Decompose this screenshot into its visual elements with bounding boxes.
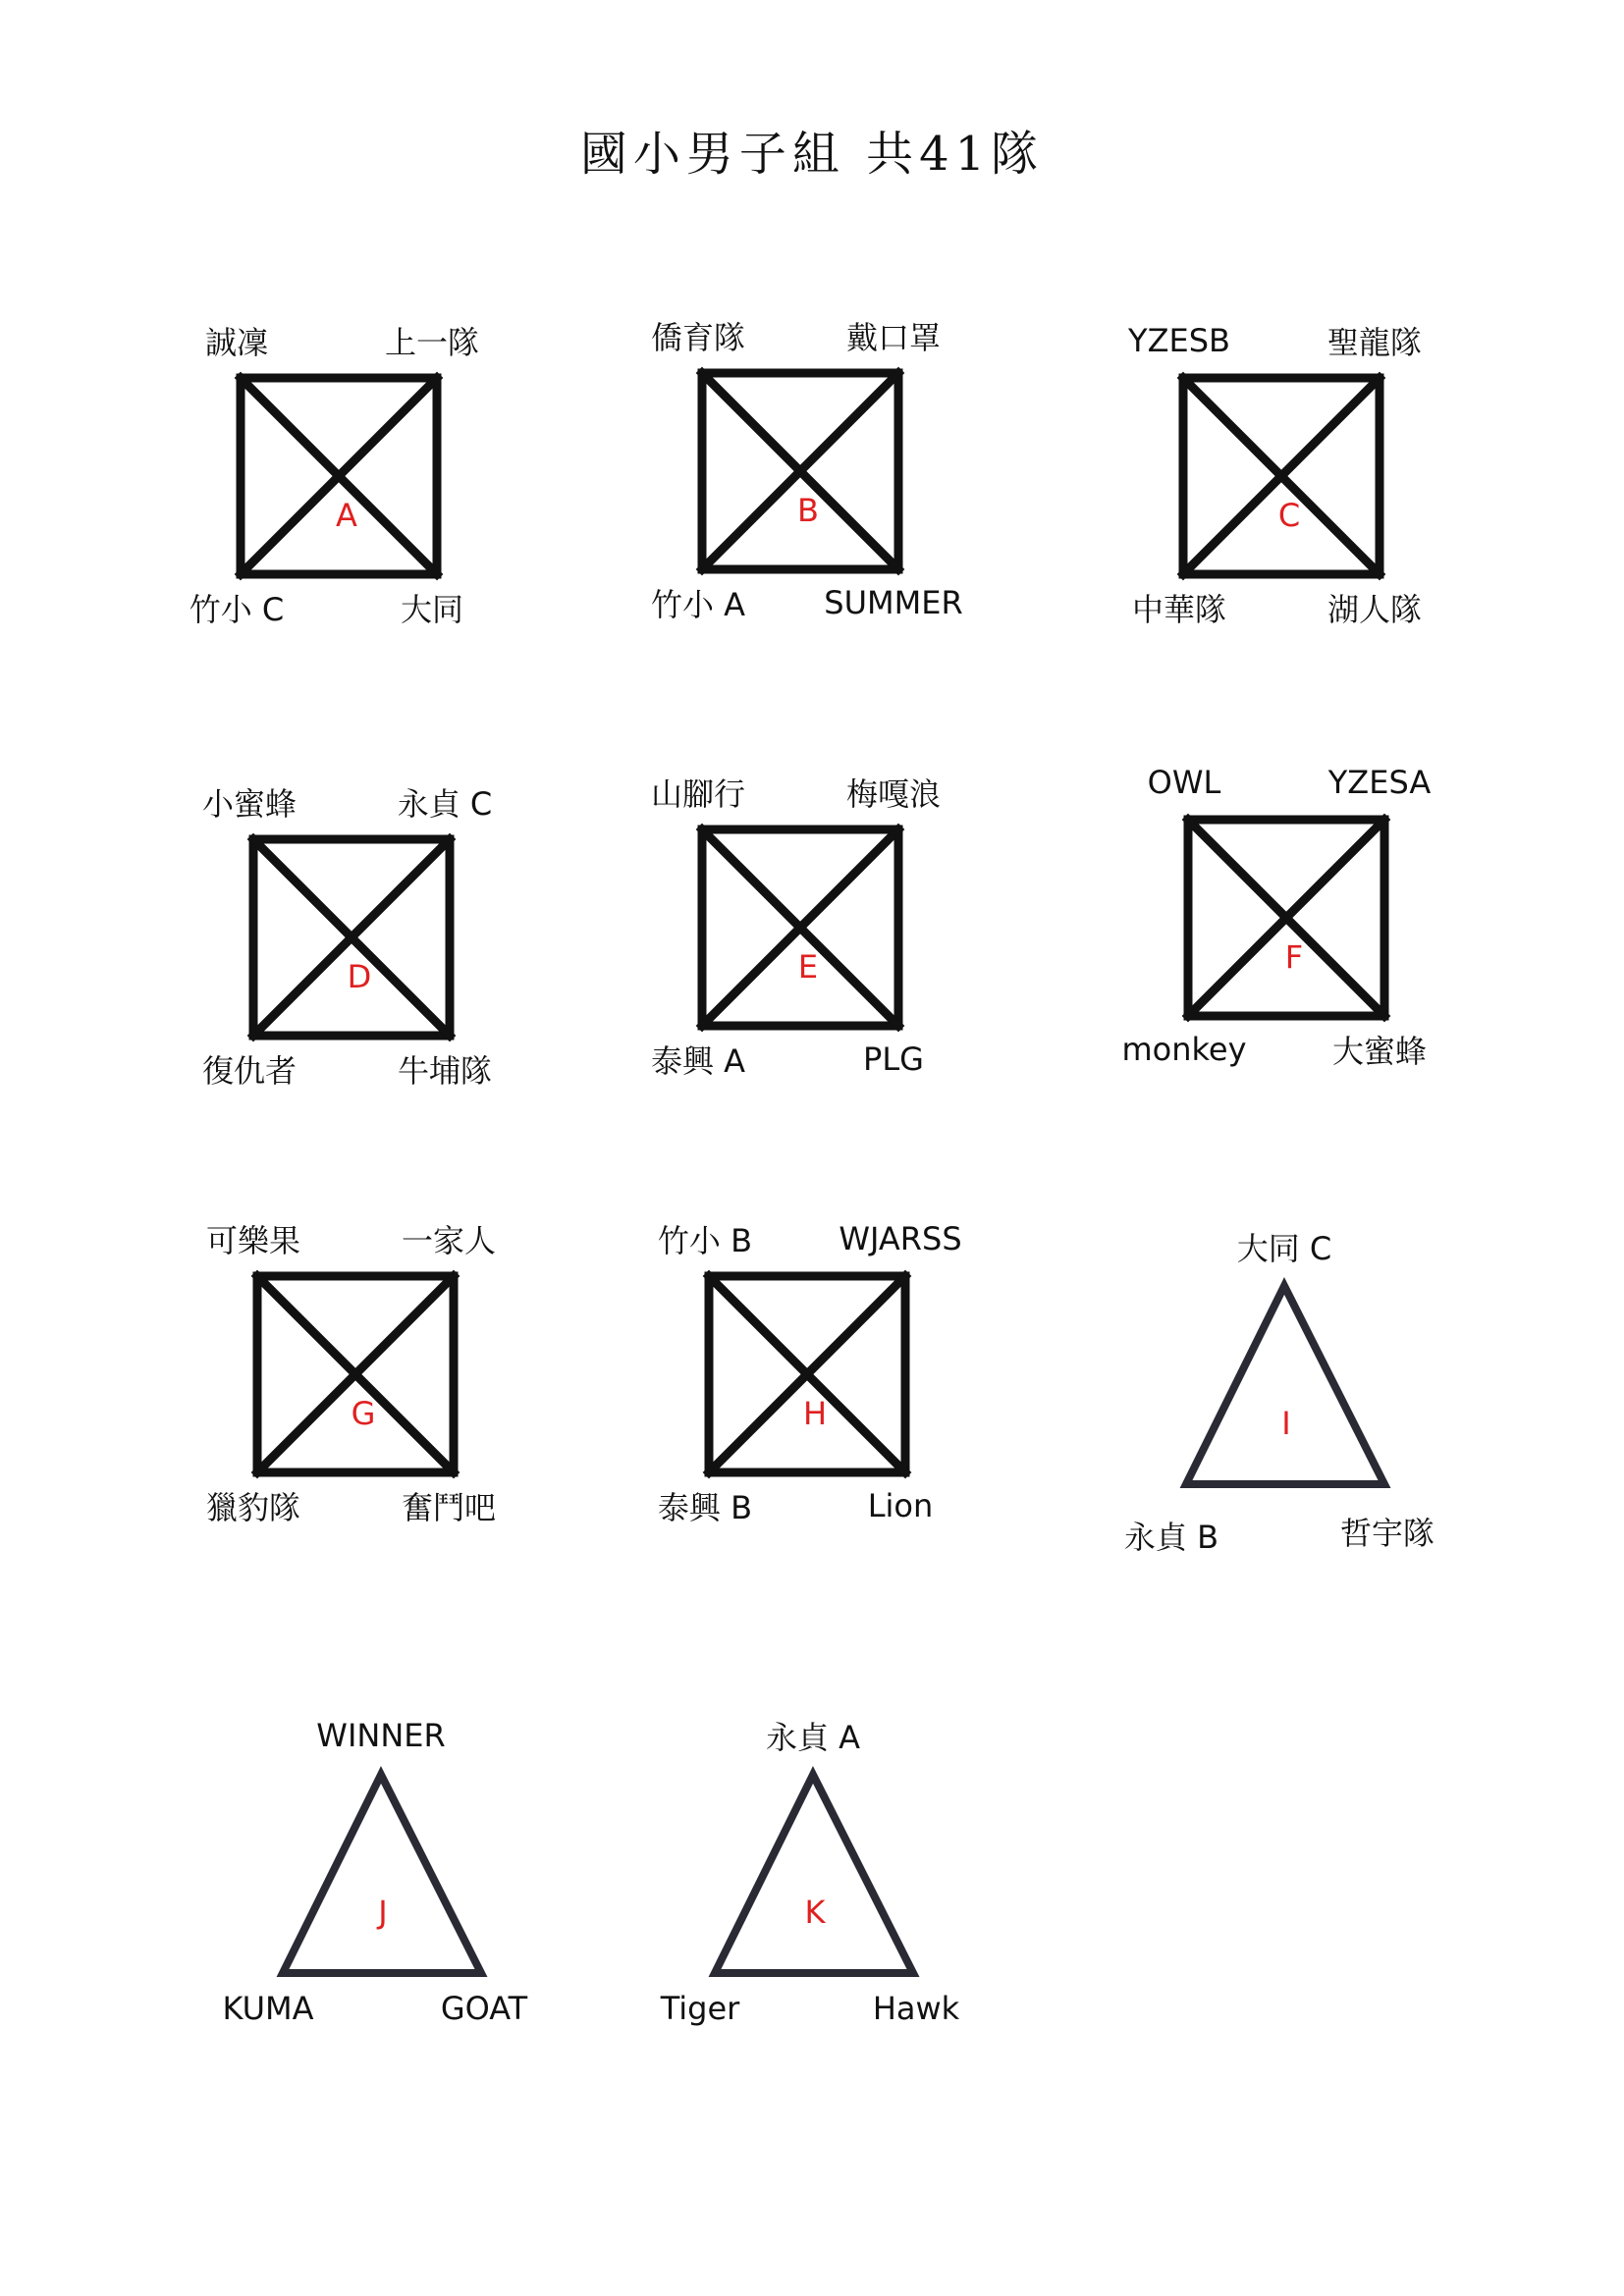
group-i-team-label: 永貞 B: [1123, 1519, 1219, 1556]
group-k-team-label: Hawk: [872, 1990, 960, 2027]
group-f-team-label: OWL: [1147, 764, 1221, 801]
group-f-letter: F: [1284, 938, 1304, 976]
group-f-team-label: monkey: [1121, 1031, 1247, 1068]
group-g-team-label: 可樂果: [205, 1222, 301, 1259]
group-c-team-label: 中華隊: [1131, 591, 1227, 628]
group-d-team-label: 復仇者: [201, 1052, 298, 1090]
group-e-team-label: 梅嘎浪: [845, 775, 942, 813]
group-k-triangle: [715, 1775, 913, 1973]
group-g-letter: G: [351, 1395, 376, 1432]
group-f-team-label: YZESA: [1327, 764, 1432, 801]
group-b-team-label: SUMMER: [824, 584, 963, 621]
group-j-letter: J: [378, 1894, 388, 1931]
group-d-team-label: 牛埔隊: [397, 1052, 493, 1090]
group-g-team-label: 一家人: [401, 1222, 497, 1259]
group-h-team-label: 泰興 B: [657, 1489, 753, 1526]
group-b-team-label: 僑育隊: [650, 319, 746, 356]
group-a-team-label: 大同: [400, 591, 464, 628]
group-i-letter: I: [1281, 1405, 1291, 1442]
group-i-team-label: 大同 C: [1236, 1230, 1332, 1267]
group-h-team-label: 竹小 B: [657, 1222, 753, 1259]
group-d-team-label: 永貞 C: [397, 785, 493, 823]
group-b-letter: B: [797, 492, 819, 529]
group-d-team-label: 小蜜蜂: [201, 785, 298, 823]
group-j-triangle: [283, 1775, 481, 1973]
page-title: 國小男子組 共41隊: [579, 127, 1045, 182]
group-c-team-label: 湖人隊: [1326, 591, 1423, 628]
group-a-team-label: 誠凜: [204, 324, 269, 361]
group-b-team-label: 竹小 A: [650, 586, 746, 623]
group-i-team-label: 哲宇隊: [1339, 1515, 1435, 1552]
group-h-letter: H: [802, 1395, 828, 1432]
group-b-team-label: 戴口罩: [845, 319, 942, 356]
group-a-letter: A: [336, 497, 357, 534]
group-a-team-label: 上一隊: [384, 324, 480, 361]
group-c-team-label: YZESB: [1128, 322, 1230, 359]
group-a-team-label: 竹小 C: [189, 591, 285, 628]
group-d-letter: D: [347, 958, 372, 995]
group-k-team-label: 永貞 A: [765, 1719, 861, 1756]
group-i-triangle: [1186, 1286, 1384, 1484]
group-c-letter: C: [1277, 497, 1301, 534]
group-g-team-label: 獵豹隊: [205, 1489, 301, 1526]
group-c-team-label: 聖龍隊: [1326, 324, 1423, 361]
group-e-letter: E: [797, 948, 819, 986]
group-h-team-label: WJARSS: [839, 1220, 962, 1257]
group-e-team-label: PLG: [863, 1041, 924, 1078]
group-j-team-label: KUMA: [222, 1990, 314, 2027]
group-j-team-label: GOAT: [440, 1990, 528, 2027]
group-e-team-label: 山腳行: [650, 775, 746, 813]
group-h-team-label: Lion: [867, 1487, 934, 1524]
group-k-letter: K: [804, 1894, 826, 1931]
group-g-team-label: 奮鬥吧: [401, 1489, 497, 1526]
group-e-team-label: 泰興 A: [650, 1042, 746, 1080]
group-k-team-label: Tiger: [660, 1990, 740, 2027]
group-j-team-label: WINNER: [316, 1717, 446, 1754]
group-f-team-label: 大蜜蜂: [1331, 1033, 1428, 1070]
